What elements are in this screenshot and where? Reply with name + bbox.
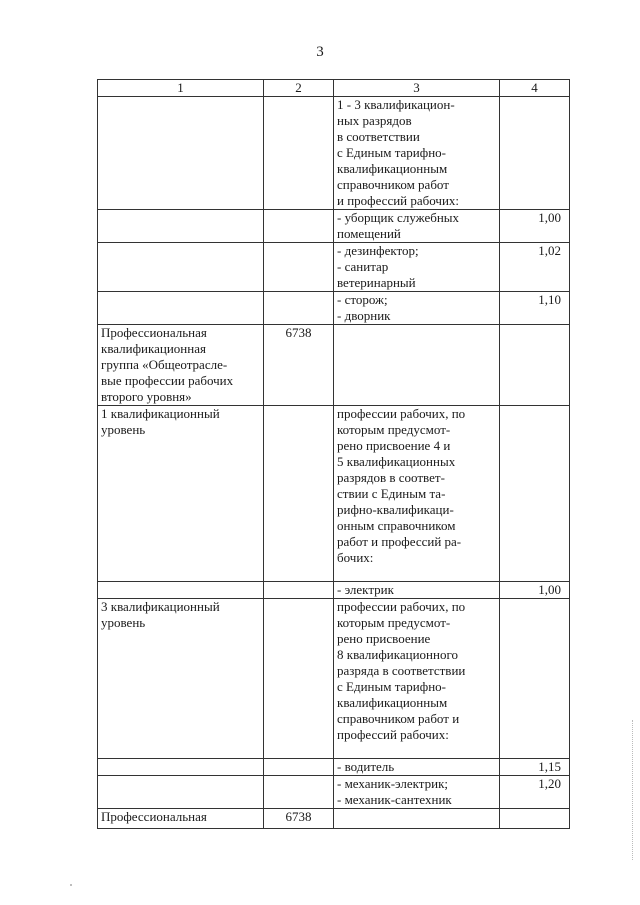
coefficient-cell: 1,15 [500, 759, 570, 776]
header-cell-3: 3 [334, 80, 500, 97]
salary-cell: 6738 [264, 809, 334, 829]
coefficient-cell [500, 599, 570, 759]
profession-cell [334, 759, 500, 776]
table-row [98, 599, 570, 759]
profession-cell-line: 1 - 3 квалификацион- [337, 97, 455, 112]
group-cell [98, 759, 264, 776]
coefficient-cell [500, 325, 570, 406]
profession-cell-line: 5 квалификационных [337, 454, 456, 469]
profession-cell-line: бочих: [337, 550, 374, 565]
profession-cell-line: профессии рабочих, по [337, 406, 466, 421]
coefficient-cell: 1,02 [500, 243, 570, 292]
table-row [98, 210, 570, 243]
coefficient-cell [500, 406, 570, 582]
profession-cell-line: - механик-электрик; [337, 776, 449, 791]
profession-cell-line: разрядов в соответ- [337, 470, 445, 485]
group-cell-line: уровень [101, 615, 146, 630]
qualification-table [97, 79, 570, 829]
salary-cell: 6738 [264, 325, 334, 406]
coefficient-cell: 1,20 [500, 776, 570, 809]
table-row [98, 243, 570, 292]
profession-cell-line: ствии с Единым та- [337, 486, 446, 501]
profession-cell-line: с Единым тарифно- [337, 679, 446, 694]
profession-cell-line: - дворник [337, 308, 391, 323]
profession-cell [334, 325, 500, 406]
salary-cell [264, 599, 334, 759]
profession-cell-line: разряда в соответствии [337, 663, 466, 678]
page-number: 3 [316, 44, 324, 60]
salary-cell [264, 292, 334, 325]
profession-cell-line: квалификационным [337, 695, 448, 710]
group-cell-line: Профессиональная [101, 809, 207, 824]
profession-cell [334, 776, 500, 809]
profession-cell-line: - водитель [337, 759, 395, 774]
profession-cell-line: рено присвоение 4 и [337, 438, 451, 453]
coefficient-cell: 1,00 [500, 210, 570, 243]
table-row [98, 97, 570, 210]
group-cell [98, 582, 264, 599]
salary-cell [264, 243, 334, 292]
profession-cell-line: справочником работ и [337, 711, 460, 726]
salary-cell [264, 582, 334, 599]
profession-cell-line: - санитар [337, 259, 389, 274]
group-cell [98, 809, 264, 829]
profession-cell-line: работ и профессий ра- [337, 534, 462, 549]
group-cell-line: уровень [101, 422, 146, 437]
group-cell [98, 325, 264, 406]
profession-cell-line: рифно-квалификаци- [337, 502, 454, 517]
table-row [98, 292, 570, 325]
group-cell [98, 776, 264, 809]
table-row [98, 406, 570, 582]
group-cell [98, 406, 264, 582]
group-cell-line: 1 квалификационный [101, 406, 220, 421]
profession-cell-line: которым предусмот- [337, 422, 451, 437]
group-cell-line: второго уровня» [101, 389, 192, 404]
profession-cell [334, 97, 500, 210]
group-cell-line: 3 квалификационный [101, 599, 220, 614]
header-cell-1: 1 [98, 80, 264, 97]
group-cell-line: вые профессии рабочих [101, 373, 234, 388]
profession-cell-line: онным справочником [337, 518, 456, 533]
salary-cell [264, 97, 334, 210]
profession-cell [334, 582, 500, 599]
salary-cell [264, 776, 334, 809]
scan-speck [70, 884, 72, 886]
profession-cell-line: - дезинфектор; [337, 243, 419, 258]
profession-cell [334, 243, 500, 292]
coefficient-cell: 1,10 [500, 292, 570, 325]
table-row [98, 776, 570, 809]
profession-cell [334, 599, 500, 759]
salary-cell [264, 759, 334, 776]
profession-cell-line: - сторож; [337, 292, 388, 307]
profession-cell-line: рено присвоение [337, 631, 431, 646]
table-row [98, 809, 570, 829]
table-row [98, 325, 570, 406]
profession-cell-line: - механик-сантехник [337, 792, 452, 807]
profession-cell-line: профессии рабочих, по [337, 599, 466, 614]
profession-cell-line: ных разрядов [337, 113, 412, 128]
table-row [98, 759, 570, 776]
group-cell [98, 243, 264, 292]
group-cell [98, 210, 264, 243]
coefficient-cell [500, 97, 570, 210]
profession-cell-line: в соответствии [337, 129, 420, 144]
margin-dotted-line [632, 720, 634, 860]
profession-cell-line: справочником работ [337, 177, 449, 192]
profession-cell-line: квалификационным [337, 161, 448, 176]
header-cell-4: 4 [500, 80, 570, 97]
profession-cell-line: ветеринарный [337, 275, 416, 290]
profession-cell-line: и профессий рабочих: [337, 193, 460, 208]
salary-cell [264, 210, 334, 243]
group-cell [98, 292, 264, 325]
coefficient-cell: 1,00 [500, 582, 570, 599]
header-cell-2: 2 [264, 80, 334, 97]
profession-cell [334, 292, 500, 325]
profession-cell [334, 210, 500, 243]
profession-cell-line: - электрик [337, 582, 394, 597]
profession-cell-line: - уборщик служебных [337, 210, 460, 225]
group-cell-line: группа «Общеотрасле- [101, 357, 228, 372]
salary-cell [264, 406, 334, 582]
group-cell-line: Профессиональная [101, 325, 207, 340]
profession-cell-line: помещений [337, 226, 401, 241]
profession-cell [334, 809, 500, 829]
profession-cell-line: 8 квалификационного [337, 647, 458, 662]
profession-cell-line: профессий рабочих: [337, 727, 449, 742]
coefficient-cell [500, 809, 570, 829]
profession-cell-line: с Единым тарифно- [337, 145, 446, 160]
group-cell [98, 97, 264, 210]
profession-cell-line: которым предусмот- [337, 615, 451, 630]
group-cell [98, 599, 264, 759]
profession-cell [334, 406, 500, 582]
table-header-row [98, 80, 570, 97]
table-row [98, 582, 570, 599]
group-cell-line: квалификационная [101, 341, 206, 356]
